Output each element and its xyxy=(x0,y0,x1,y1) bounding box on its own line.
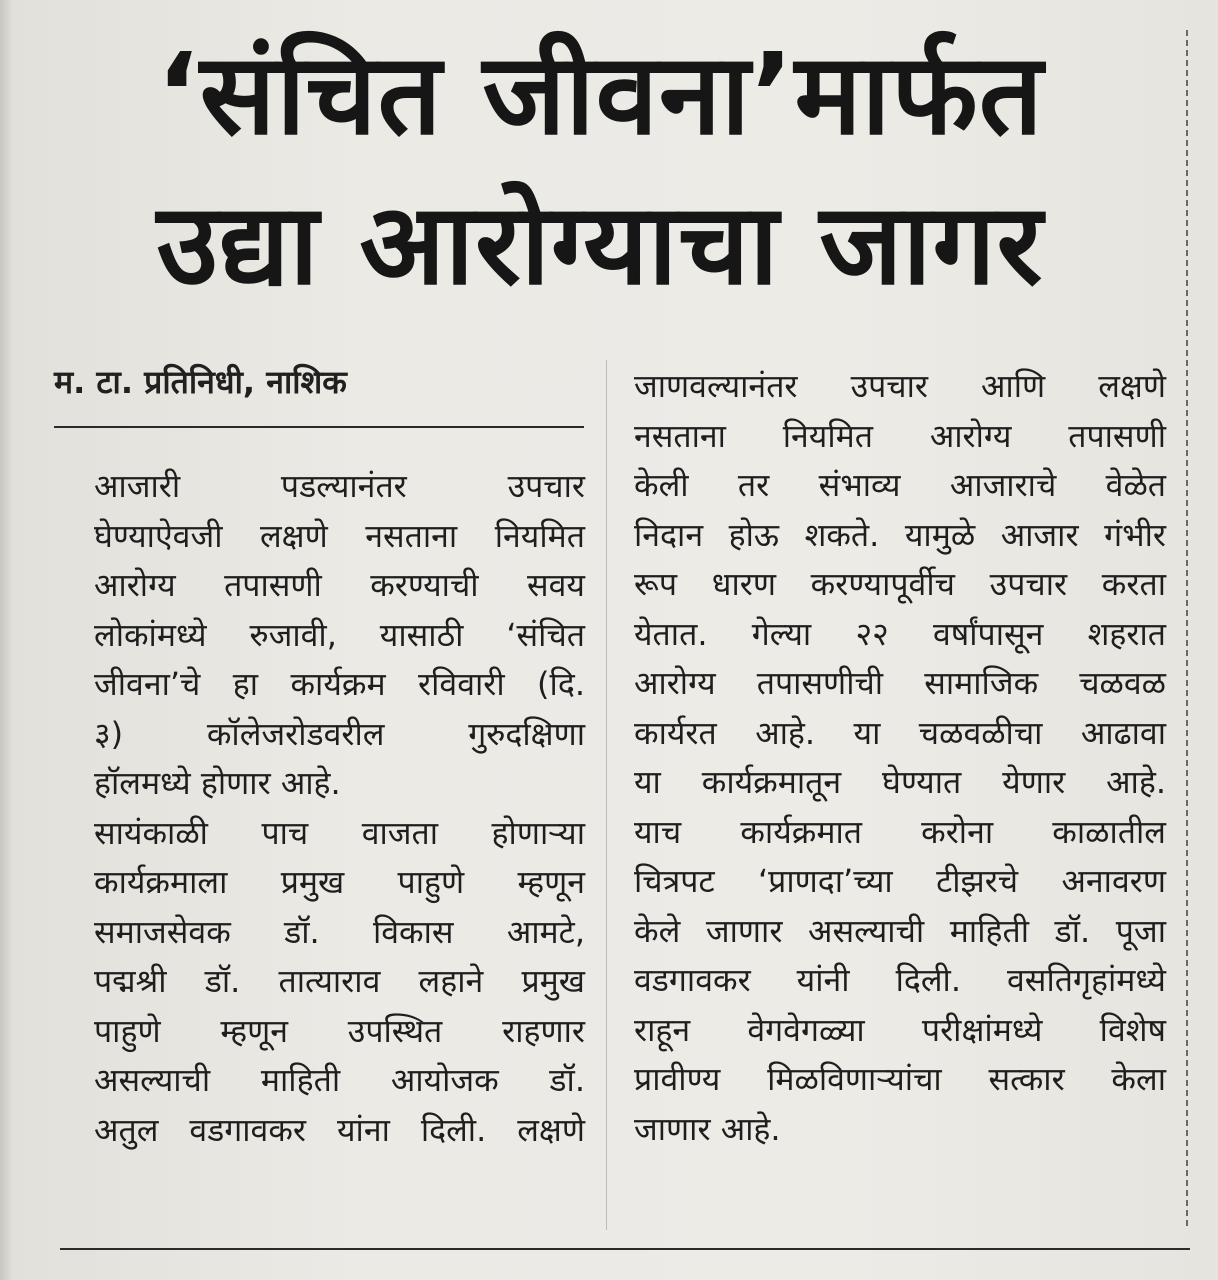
text-line: कार्यरत आहे. या चळवळीचा आढावा xyxy=(634,713,1166,752)
text-line: जीवना’चे हा कार्यक्रम रविवारी (दि. xyxy=(94,665,585,703)
text-line: रूप धारण करण्यापूर्वीच उपचार करता xyxy=(634,565,1166,603)
text-line: केली तर संभाव्य आजाराचे वेळेत xyxy=(634,466,1166,504)
byline-divider xyxy=(54,426,584,428)
text-line: अतुल वडगावकर यांना दिली. लक्षणे xyxy=(94,1110,585,1149)
right-edge-rule xyxy=(1186,30,1188,1230)
text-line: प्रावीण्य मिळविणाऱ्यांचा सत्कार केला xyxy=(634,1060,1166,1098)
text-line: निदान होऊ शकते. यामुळे आजार गंभीर xyxy=(634,515,1166,554)
text-line: असल्याची माहिती आयोजक डॉ. xyxy=(94,1061,585,1099)
text-line: चित्रपट ‘प्राणदा’च्या टीझरचे अनावरण xyxy=(634,862,1166,900)
paragraph-1 xyxy=(50,462,585,809)
text-line: कार्यक्रमाला प्रमुख पाहुणे म्हणून xyxy=(94,863,585,901)
headline-line-1: ‘संचित जीवना’मार्फत xyxy=(156,30,1044,160)
headline-line-2: उद्या आरोग्याचा जागर xyxy=(156,180,1044,310)
text-line: घेण्याऐवजी लक्षणे नसताना नियमित xyxy=(94,516,585,555)
text-line: पाहुणे म्हणून उपस्थित राहणार xyxy=(94,1011,585,1050)
text-line: आरोग्य तपासणी करण्याची सवय xyxy=(94,566,585,604)
text-line: पद्मश्री डॉ. तात्याराव लहाने प्रमुख xyxy=(94,962,585,1000)
text-line: आजारी पडल्यानंतर उपचार xyxy=(94,467,585,505)
text-line: येतात. गेल्या २२ वर्षांपासून शहरात xyxy=(634,614,1166,653)
text-line: समाजसेवक डॉ. विकास आमटे, xyxy=(94,912,585,951)
text-line: या कार्यक्रमातून घेण्यात येणार आहे. xyxy=(634,763,1166,801)
paper-fold-edge xyxy=(0,0,14,1280)
text-line: आरोग्य तपासणीची सामाजिक चळवळ xyxy=(634,664,1166,702)
text-line: हॉलमध्ये होणार आहे. xyxy=(94,764,341,802)
right-column xyxy=(634,362,1166,1154)
paragraph-2 xyxy=(50,809,585,1156)
bottom-rule xyxy=(60,1248,1190,1250)
text-line: जाणार आहे. xyxy=(634,1109,781,1148)
text-line: राहून वेगवेगळ्या परीक्षांमध्ये विशेष xyxy=(634,1010,1166,1049)
text-line: जाणवल्यानंतर उपचार आणि लक्षणे xyxy=(634,367,1166,405)
text-line: सायंकाळी पाच वाजता होणाऱ्या xyxy=(94,813,585,852)
text-line: केले जाणार असल्याची माहिती डॉ. पूजा xyxy=(634,911,1166,950)
text-line: ३) कॉलेजरोडवरील गुरुदक्षिणा xyxy=(94,714,585,753)
paragraph-3 xyxy=(634,362,1166,1154)
text-line: याच कार्यक्रमात करोना काळातील xyxy=(634,812,1166,851)
left-column xyxy=(50,462,585,1155)
headline xyxy=(40,20,1160,320)
column-divider xyxy=(606,360,607,1230)
text-line: वडगावकर यांनी दिली. वसतिगृहांमध्ये xyxy=(634,961,1166,999)
text-line: नसताना नियमित आरोग्य तपासणी xyxy=(634,416,1166,455)
byline: म. टा. प्रतिनिधी, नाशिक xyxy=(54,363,347,401)
text-line: लोकांमध्ये रुजावी, यासाठी ‘संचित xyxy=(94,615,585,654)
